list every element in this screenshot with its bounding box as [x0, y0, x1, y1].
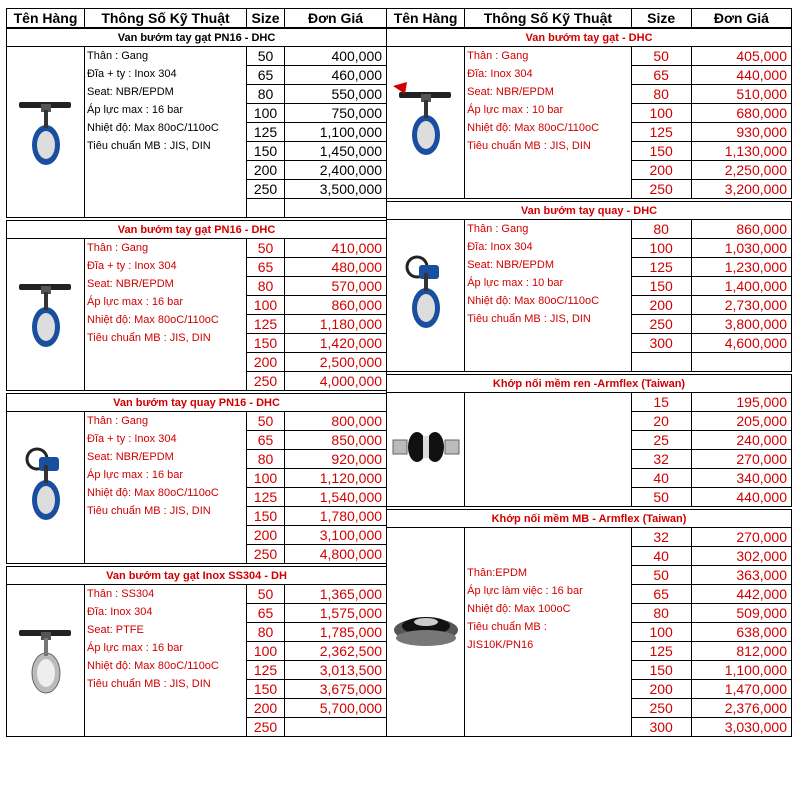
price-cell: 240,000: [691, 431, 791, 450]
spec-list: [465, 528, 631, 737]
product-section: [6, 220, 387, 391]
spec-line: Tiêu chuẩn MB : JIS, DIN: [87, 140, 211, 152]
spec-line: Tiêu chuẩn MB : JIS, DIN: [467, 140, 591, 152]
size-cell: 65: [247, 66, 285, 85]
size-cell: 50: [631, 488, 691, 507]
price-cell: 270,000: [691, 450, 791, 469]
spec-line: Đĩa + ty : Inox 304: [87, 260, 177, 272]
size-cell: 32: [631, 528, 691, 547]
size-cell: 250: [247, 372, 285, 391]
spec-line: Seat: NBR/EPDM: [87, 278, 174, 290]
price-cell: 195,000: [691, 393, 791, 412]
size-cell: 65: [247, 431, 285, 450]
price-cell: 680,000: [691, 104, 791, 123]
spec-line: Áp lực max : 10 bar: [467, 104, 564, 116]
spec-line: Nhiệt độ: Max 80oC/110oC: [87, 314, 219, 326]
butterfly-valve-gear-icon: [387, 220, 465, 372]
size-cell: 100: [247, 296, 285, 315]
spec-line: [465, 546, 630, 564]
size-cell: 100: [247, 469, 285, 488]
spec-line: Tiêu chuẩn MB :: [467, 621, 547, 633]
section-title: Khớp nối mềm MB - Armflex (Taiwan): [387, 510, 792, 528]
size-cell: 125: [247, 661, 285, 680]
section-title: Van bướm tay quay - DHC: [387, 202, 792, 220]
spec-line: Nhiệt độ: Max 80oC/110oC: [467, 295, 600, 307]
price-cell: 1,540,000: [285, 488, 387, 507]
spec-line: Tiêu chuẩn MB : JIS, DIN: [87, 505, 211, 517]
size-cell: 40: [631, 469, 691, 488]
size-cell: 65: [631, 585, 691, 604]
spec-line: Nhiệt độ: Max 80oC/110oC: [87, 487, 219, 499]
spec-line: Áp lực max : 16 bar: [87, 642, 184, 654]
price-cell: [285, 199, 387, 218]
product-section: [6, 393, 387, 564]
spec-line: Đĩa + ty : Inox 304: [87, 68, 177, 80]
size-cell: [247, 199, 285, 218]
spec-list: [85, 239, 247, 391]
price-cell: 860,000: [691, 220, 791, 239]
price-cell: 638,000: [691, 623, 791, 642]
price-cell: 2,730,000: [691, 296, 791, 315]
header-cell: Tên Hàng: [387, 9, 465, 28]
price-cell: 510,000: [691, 85, 791, 104]
spec-line: JIS10K/PN16: [467, 639, 534, 651]
section-title: Van bướm tay gạt PN16 - DHC: [7, 29, 387, 47]
size-cell: 200: [631, 680, 691, 699]
size-cell: 300: [631, 334, 691, 353]
price-cell: 480,000: [285, 258, 387, 277]
price-cell: 460,000: [285, 66, 387, 85]
price-cell: 2,250,000: [691, 161, 791, 180]
spec-line: Đĩa + ty : Inox 304: [87, 433, 177, 445]
price-cell: 410,000: [285, 239, 387, 258]
price-cell: 302,000: [691, 547, 791, 566]
size-cell: 200: [631, 161, 691, 180]
price-cell: 3,200,000: [691, 180, 791, 199]
size-cell: 50: [247, 47, 285, 66]
price-cell: 1,030,000: [691, 239, 791, 258]
price-cell: 1,230,000: [691, 258, 791, 277]
header-cell: Đơn Giá: [285, 9, 387, 28]
spec-line: Seat: NBR/EPDM: [87, 451, 174, 463]
spec-line: Nhiệt độ: Max 80oC/110oC: [87, 122, 219, 134]
size-cell: 15: [631, 393, 691, 412]
size-cell: 80: [631, 604, 691, 623]
size-cell: 65: [247, 604, 285, 623]
price-cell: 363,000: [691, 566, 791, 585]
price-cell: 5,700,000: [285, 699, 387, 718]
size-cell: 125: [247, 315, 285, 334]
spec-line: Tiêu chuẩn MB : JIS, DIN: [87, 332, 211, 344]
spec-line: Thân : Gang: [467, 50, 529, 62]
price-cell: [691, 353, 791, 372]
header-cell: Thông Số Kỹ Thuật: [85, 9, 247, 28]
price-cell: 3,100,000: [285, 526, 387, 545]
butterfly-valve-stainless-icon: [7, 585, 85, 737]
product-section: [6, 566, 387, 737]
size-cell: 100: [631, 623, 691, 642]
price-cell: 860,000: [285, 296, 387, 315]
spec-list: [85, 412, 247, 564]
price-cell: 440,000: [691, 488, 791, 507]
price-cell: 2,376,000: [691, 699, 791, 718]
price-cell: 930,000: [691, 123, 791, 142]
price-cell: 3,500,000: [285, 180, 387, 199]
flexible-joint-threaded-icon: [387, 393, 465, 507]
price-cell: 850,000: [285, 431, 387, 450]
size-cell: 50: [247, 412, 285, 431]
price-cell: 442,000: [691, 585, 791, 604]
spec-line: Nhiệt độ: Max 100oC: [467, 603, 571, 615]
spec-line: Thân : Gang: [87, 50, 149, 62]
size-cell: 150: [247, 680, 285, 699]
size-cell: 100: [631, 239, 691, 258]
size-cell: 125: [631, 258, 691, 277]
size-cell: 80: [247, 450, 285, 469]
price-cell: 1,130,000: [691, 142, 791, 161]
price-cell: 1,100,000: [691, 661, 791, 680]
price-cell: 2,400,000: [285, 161, 387, 180]
size-cell: 80: [631, 220, 691, 239]
size-cell: 150: [247, 142, 285, 161]
spec-line: Thân : Gang: [87, 415, 149, 427]
spec-list: [85, 585, 247, 737]
price-cell: 1,470,000: [691, 680, 791, 699]
price-cell: 3,675,000: [285, 680, 387, 699]
price-cell: 812,000: [691, 642, 791, 661]
size-cell: 300: [631, 718, 691, 737]
size-cell: 20: [631, 412, 691, 431]
size-cell: [631, 353, 691, 372]
right-column: [386, 8, 792, 737]
spec-line: Áp lực max : 10 bar: [467, 277, 564, 289]
size-cell: 50: [247, 239, 285, 258]
size-cell: 250: [631, 315, 691, 334]
butterfly-valve-gear-icon: [7, 412, 85, 564]
size-cell: 150: [247, 334, 285, 353]
spec-line: Áp lực max : 16 bar: [87, 296, 184, 308]
butterfly-valve-lever-icon: [7, 47, 85, 218]
price-cell: [285, 718, 387, 737]
size-cell: 125: [631, 642, 691, 661]
product-section: [386, 28, 792, 199]
price-cell: 1,450,000: [285, 142, 387, 161]
flexible-joint-flanged-icon: [387, 528, 465, 737]
price-cell: 1,575,000: [285, 604, 387, 623]
price-cell: 270,000: [691, 528, 791, 547]
spec-line: Áp lực max : 16 bar: [87, 104, 184, 116]
size-cell: 200: [247, 161, 285, 180]
header-cell: Đơn Giá: [691, 9, 791, 28]
section-title: Khớp nối mềm ren -Armflex (Taiwan): [387, 375, 792, 393]
section-title: Van bướm tay gạt - DHC: [387, 29, 792, 47]
section-title: Van bướm tay quay PN16 - DHC: [7, 394, 387, 412]
left-column: [6, 8, 386, 737]
size-cell: 250: [247, 180, 285, 199]
size-cell: 150: [631, 142, 691, 161]
size-cell: 125: [247, 123, 285, 142]
price-cell: 4,600,000: [691, 334, 791, 353]
spec-line: Seat: NBR/EPDM: [87, 86, 174, 98]
price-cell: 405,000: [691, 47, 791, 66]
size-cell: 150: [631, 277, 691, 296]
price-cell: 1,100,000: [285, 123, 387, 142]
spec-line: Seat: NBR/EPDM: [467, 86, 554, 98]
size-cell: 80: [631, 85, 691, 104]
size-cell: 125: [631, 123, 691, 142]
header-cell: Size: [247, 9, 285, 28]
spec-list: [465, 47, 631, 199]
price-cell: 550,000: [285, 85, 387, 104]
size-cell: 80: [247, 85, 285, 104]
size-cell: 200: [247, 699, 285, 718]
size-cell: 80: [247, 277, 285, 296]
header-cell: Thông Số Kỹ Thuật: [465, 9, 631, 28]
spec-line: [465, 528, 630, 546]
size-cell: 50: [631, 566, 691, 585]
price-cell: 2,362,500: [285, 642, 387, 661]
price-cell: 4,800,000: [285, 545, 387, 564]
spec-list: [465, 393, 631, 507]
spec-list: [465, 220, 631, 372]
spec-line: Nhiệt độ: Max 80oC/110oC: [87, 660, 219, 672]
spec-line: Tiêu chuẩn MB : JIS, DIN: [467, 313, 591, 325]
spec-line: Thân : Gang: [87, 242, 149, 254]
size-cell: 150: [631, 661, 691, 680]
size-cell: 65: [247, 258, 285, 277]
product-section: [386, 374, 792, 507]
header-cell: Size: [631, 9, 691, 28]
spec-line: Đĩa: Inox 304: [87, 606, 153, 618]
size-cell: 250: [247, 545, 285, 564]
size-cell: 100: [631, 104, 691, 123]
price-cell: 4,000,000: [285, 372, 387, 391]
spec-line: Đĩa: Inox 304: [467, 241, 533, 253]
price-cell: 1,180,000: [285, 315, 387, 334]
size-cell: 250: [247, 718, 285, 737]
product-section: [386, 201, 792, 372]
size-cell: 50: [247, 585, 285, 604]
spec-line: Tiêu chuẩn MB : JIS, DIN: [87, 678, 211, 690]
spec-line: Seat: PTFE: [87, 624, 144, 636]
size-cell: 250: [631, 699, 691, 718]
size-cell: 200: [247, 526, 285, 545]
price-cell: 509,000: [691, 604, 791, 623]
price-cell: 340,000: [691, 469, 791, 488]
size-cell: 40: [631, 547, 691, 566]
price-cell: 3,030,000: [691, 718, 791, 737]
size-cell: 80: [247, 623, 285, 642]
size-cell: 200: [247, 353, 285, 372]
price-cell: 3,013,500: [285, 661, 387, 680]
price-cell: 920,000: [285, 450, 387, 469]
size-cell: 32: [631, 450, 691, 469]
spec-line: Đĩa: Inox 304: [467, 68, 533, 80]
spec-line: Áp lực làm việc : 16 bar: [467, 585, 583, 597]
product-section: [386, 509, 792, 737]
spec-line: Thân : Gang: [467, 223, 529, 235]
spec-line: Áp lực max : 16 bar: [87, 469, 184, 481]
price-cell: 750,000: [285, 104, 387, 123]
size-cell: 125: [247, 488, 285, 507]
spec-line: Nhiệt độ: Max 80oC/110oC: [467, 122, 600, 134]
price-cell: 440,000: [691, 66, 791, 85]
price-cell: 1,780,000: [285, 507, 387, 526]
price-cell: 205,000: [691, 412, 791, 431]
size-cell: 100: [247, 642, 285, 661]
section-title: Van bướm tay gạt PN16 - DHC: [7, 221, 387, 239]
header-row-table: [6, 8, 387, 28]
butterfly-valve-lever-icon: [7, 239, 85, 391]
spec-line: Thân:EPDM: [467, 567, 528, 579]
spec-list: [85, 47, 247, 218]
price-cell: 570,000: [285, 277, 387, 296]
spec-line: Seat: NBR/EPDM: [467, 259, 554, 271]
price-cell: 3,800,000: [691, 315, 791, 334]
spec-line: Thân : SS304: [87, 588, 155, 600]
section-title: Van bướm tay gạt Inox SS304 - DH: [7, 567, 387, 585]
size-cell: 65: [631, 66, 691, 85]
product-section: [6, 28, 387, 218]
price-cell: 1,365,000: [285, 585, 387, 604]
size-cell: 200: [631, 296, 691, 315]
price-cell: 2,500,000: [285, 353, 387, 372]
header-cell: Tên Hàng: [7, 9, 85, 28]
butterfly-valve-lever-new-icon: [387, 47, 465, 199]
price-cell: 1,400,000: [691, 277, 791, 296]
price-cell: 1,420,000: [285, 334, 387, 353]
size-cell: 250: [631, 180, 691, 199]
size-cell: 150: [247, 507, 285, 526]
price-cell: 800,000: [285, 412, 387, 431]
size-cell: 100: [247, 104, 285, 123]
price-cell: 1,120,000: [285, 469, 387, 488]
size-cell: 25: [631, 431, 691, 450]
size-cell: 50: [631, 47, 691, 66]
price-cell: 1,785,000: [285, 623, 387, 642]
price-cell: 400,000: [285, 47, 387, 66]
header-row-table: [386, 8, 792, 28]
